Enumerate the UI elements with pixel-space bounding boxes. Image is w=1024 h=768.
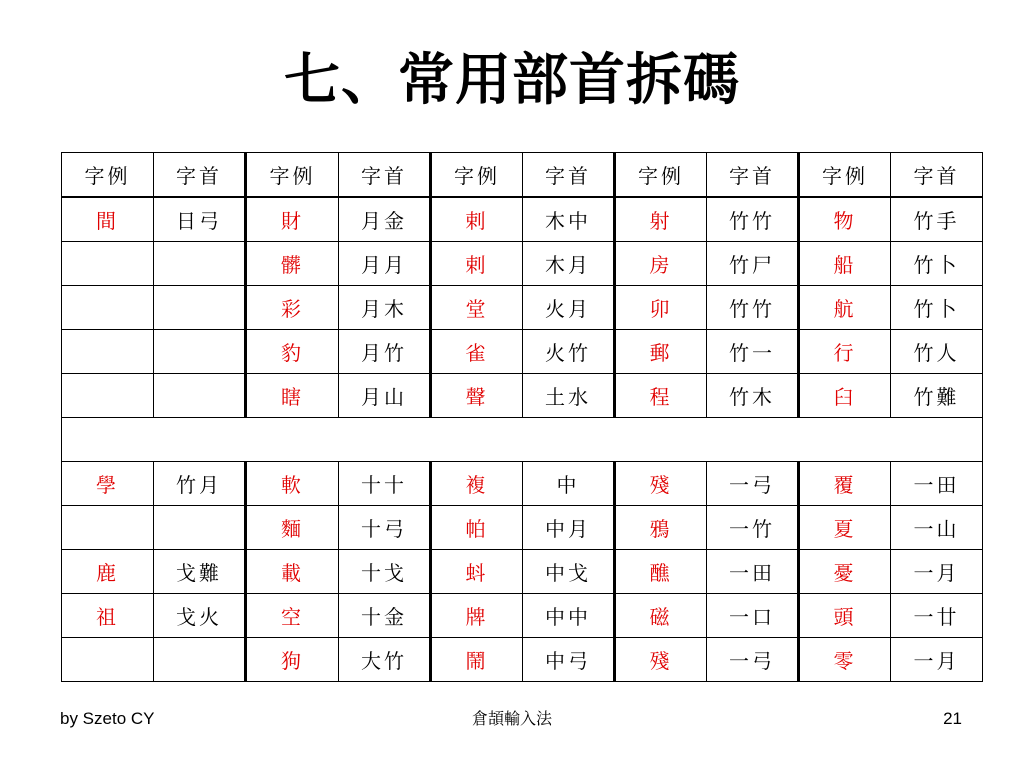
radical-code-cell: 一田 (707, 550, 799, 594)
radical-code-cell: 戈火 (154, 594, 246, 638)
example-char-cell: 雀 (431, 330, 523, 374)
example-char-cell: 郵 (615, 330, 707, 374)
example-char-cell (62, 638, 154, 682)
radical-code-cell (154, 506, 246, 550)
example-char-cell: 蚪 (431, 550, 523, 594)
header-cell: 字例 (246, 153, 339, 198)
example-char-cell: 剌 (431, 242, 523, 286)
radical-code-cell: 一弓 (707, 638, 799, 682)
footer-author: by Szeto CY (60, 709, 155, 728)
example-char-cell: 髒 (246, 242, 339, 286)
radical-code-cell: 木月 (523, 242, 615, 286)
example-char-cell: 程 (615, 374, 707, 418)
header-cell: 字首 (891, 153, 983, 198)
radical-code-cell: 日弓 (154, 197, 246, 242)
example-char-cell: 彩 (246, 286, 339, 330)
radical-code-cell: 火月 (523, 286, 615, 330)
table-body (62, 197, 983, 682)
example-char-cell: 覆 (799, 462, 891, 506)
example-char-cell (62, 286, 154, 330)
radical-code-cell: 中 (523, 462, 615, 506)
example-char-cell: 零 (799, 638, 891, 682)
example-char-cell: 載 (246, 550, 339, 594)
radical-code-cell: 一山 (891, 506, 983, 550)
radical-code-cell: 月月 (339, 242, 431, 286)
example-char-cell: 剌 (431, 197, 523, 242)
radical-code-cell: 大竹 (339, 638, 431, 682)
radical-decomposition-table-container (61, 152, 982, 682)
example-char-cell: 醮 (615, 550, 707, 594)
radical-decomposition-table (61, 152, 983, 682)
example-char-cell: 帕 (431, 506, 523, 550)
table-row (62, 594, 983, 638)
radical-code-cell: 十金 (339, 594, 431, 638)
example-char-cell: 臼 (799, 374, 891, 418)
radical-code-cell (154, 330, 246, 374)
footer-page-number: 21 (943, 709, 962, 728)
header-cell: 字首 (154, 153, 246, 198)
header-cell: 字首 (523, 153, 615, 198)
radical-code-cell: 十戈 (339, 550, 431, 594)
radical-code-cell: 一月 (891, 550, 983, 594)
radical-code-cell: 土水 (523, 374, 615, 418)
example-char-cell: 磁 (615, 594, 707, 638)
radical-code-cell: 竹難 (891, 374, 983, 418)
table-row (62, 638, 983, 682)
spacer-cell (62, 418, 983, 462)
example-char-cell: 瞎 (246, 374, 339, 418)
example-char-cell: 船 (799, 242, 891, 286)
table-header-row (62, 153, 983, 198)
table-row (62, 330, 983, 374)
example-char-cell: 卯 (615, 286, 707, 330)
example-char-cell: 房 (615, 242, 707, 286)
radical-code-cell: 竹木 (707, 374, 799, 418)
radical-code-cell: 竹竹 (707, 197, 799, 242)
table-row (62, 550, 983, 594)
radical-code-cell: 月竹 (339, 330, 431, 374)
radical-code-cell: 竹人 (891, 330, 983, 374)
footer-course-name: 倉頡輸入法 (471, 709, 552, 728)
example-char-cell: 軟 (246, 462, 339, 506)
radical-code-cell: 竹手 (891, 197, 983, 242)
radical-code-cell: 竹卜 (891, 242, 983, 286)
table-spacer-row (62, 418, 983, 462)
example-char-cell: 祖 (62, 594, 154, 638)
example-char-cell (62, 374, 154, 418)
header-cell: 字首 (707, 153, 799, 198)
example-char-cell: 殘 (615, 462, 707, 506)
radical-code-cell: 十弓 (339, 506, 431, 550)
header-cell: 字例 (615, 153, 707, 198)
radical-code-cell: 中中 (523, 594, 615, 638)
radical-code-cell: 竹月 (154, 462, 246, 506)
radical-code-cell (154, 242, 246, 286)
example-char-cell: 複 (431, 462, 523, 506)
example-char-cell: 夏 (799, 506, 891, 550)
radical-code-cell: 木中 (523, 197, 615, 242)
example-char-cell: 聲 (431, 374, 523, 418)
example-char-cell: 鹿 (62, 550, 154, 594)
radical-code-cell: 竹竹 (707, 286, 799, 330)
page-title: 七、常用部首拆碼 (284, 47, 740, 113)
radical-code-cell: 中月 (523, 506, 615, 550)
table-row (62, 197, 983, 242)
header-cell: 字例 (431, 153, 523, 198)
table-row (62, 506, 983, 550)
radical-code-cell: 一廿 (891, 594, 983, 638)
radical-code-cell: 火竹 (523, 330, 615, 374)
example-char-cell: 射 (615, 197, 707, 242)
example-char-cell: 間 (62, 197, 154, 242)
example-char-cell: 物 (799, 197, 891, 242)
example-char-cell: 航 (799, 286, 891, 330)
example-char-cell: 行 (799, 330, 891, 374)
table-row (62, 242, 983, 286)
radical-code-cell: 一田 (891, 462, 983, 506)
example-char-cell: 豹 (246, 330, 339, 374)
example-char-cell: 牌 (431, 594, 523, 638)
header-cell: 字例 (62, 153, 154, 198)
radical-code-cell: 中戈 (523, 550, 615, 594)
radical-code-cell: 一口 (707, 594, 799, 638)
table-row (62, 286, 983, 330)
example-char-cell: 財 (246, 197, 339, 242)
radical-code-cell: 竹一 (707, 330, 799, 374)
example-char-cell: 空 (246, 594, 339, 638)
radical-code-cell: 月金 (339, 197, 431, 242)
table-row (62, 462, 983, 506)
example-char-cell: 麵 (246, 506, 339, 550)
radical-code-cell: 一月 (891, 638, 983, 682)
example-char-cell: 學 (62, 462, 154, 506)
radical-code-cell: 戈難 (154, 550, 246, 594)
example-char-cell: 鬧 (431, 638, 523, 682)
header-cell: 字例 (799, 153, 891, 198)
radical-code-cell: 竹卜 (891, 286, 983, 330)
radical-code-cell: 月山 (339, 374, 431, 418)
example-char-cell: 狗 (246, 638, 339, 682)
radical-code-cell (154, 286, 246, 330)
radical-code-cell: 一弓 (707, 462, 799, 506)
radical-code-cell: 竹尸 (707, 242, 799, 286)
radical-code-cell (154, 638, 246, 682)
example-char-cell (62, 506, 154, 550)
radical-code-cell: 十十 (339, 462, 431, 506)
example-char-cell: 憂 (799, 550, 891, 594)
example-char-cell: 堂 (431, 286, 523, 330)
radical-code-cell: 中弓 (523, 638, 615, 682)
radical-code-cell (154, 374, 246, 418)
example-char-cell (62, 242, 154, 286)
header-cell: 字首 (339, 153, 431, 198)
example-char-cell: 鴉 (615, 506, 707, 550)
example-char-cell (62, 330, 154, 374)
radical-code-cell: 一竹 (707, 506, 799, 550)
table-row (62, 374, 983, 418)
example-char-cell: 殘 (615, 638, 707, 682)
radical-code-cell: 月木 (339, 286, 431, 330)
example-char-cell: 頭 (799, 594, 891, 638)
